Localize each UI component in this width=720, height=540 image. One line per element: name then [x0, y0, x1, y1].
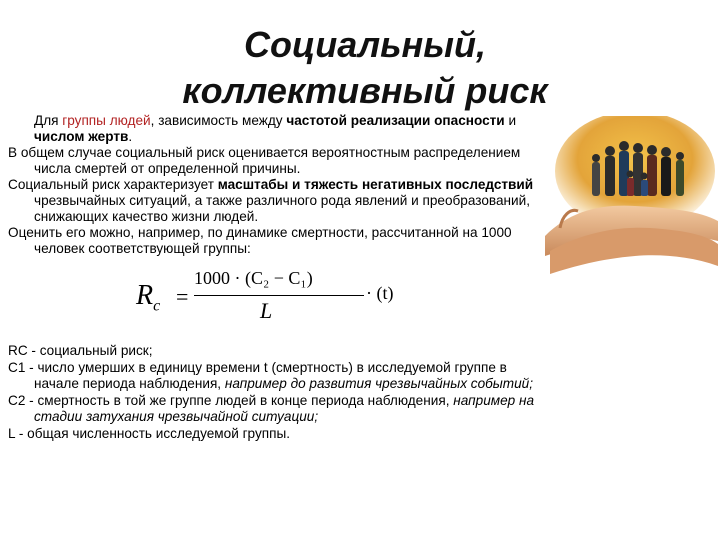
intro-paragraph-2: В общем случае социальный риск оценивается вероятностным распределением числа смертей от определенной причины.	[8, 145, 521, 176]
text-run: C2 - смертность в той же группе людей в конце периода наблюдения,	[8, 392, 454, 408]
definitions-list	[8, 343, 548, 442]
italic-note: например на стадии затухания чрезвычайной ситуации;	[34, 392, 535, 424]
text-run: .	[128, 129, 133, 144]
intro-text	[8, 113, 543, 257]
text-run: , зависимость между	[150, 113, 287, 128]
hands-holding-people-icon	[540, 116, 720, 276]
text-run: чрезвычайных ситуаций, а также различного рода явлений и преобразований, снижающих качество жизни людей.	[34, 193, 531, 224]
text-run: Социальный риск характеризует	[8, 177, 218, 192]
intro-paragraph-1	[8, 113, 543, 145]
text-run: Для	[34, 113, 63, 128]
risk-formula	[136, 268, 394, 328]
formula-tail: · (t)	[366, 283, 394, 303]
intro-paragraph-4: Оценить его можно, например, по динамике смертности, рассчитанной на 1000 человек соответствующей группы:	[8, 225, 512, 256]
highlight-group-of-people: группы людей	[62, 113, 151, 128]
bold-frequency-term: частотой реализации опасности	[286, 113, 505, 128]
italic-note: например до развития чрезвычайных событий;	[224, 376, 534, 391]
definition-c2	[8, 393, 548, 426]
fraction-bar	[194, 295, 364, 296]
text-run: и	[504, 113, 517, 128]
formula-lhs	[136, 280, 160, 316]
formula-r: R	[136, 280, 154, 311]
formula-subscript: c	[153, 297, 161, 315]
bold-scale-term: масштабы и тяжесть негативных последствий	[217, 177, 534, 192]
formula-denominator: L	[260, 298, 273, 323]
formula-numerator: 1000 · (C₂ − C₁)	[194, 268, 313, 288]
definition-c1	[8, 360, 548, 393]
formula-equals: =	[176, 284, 189, 309]
intro-paragraph-3	[8, 177, 543, 225]
definition-rc: RC - социальный риск;	[8, 343, 153, 358]
page-title	[150, 22, 580, 114]
text-run: C1 - число умерших в единицу времени t (смертность) в исследуемой группе в начале периода наблюдения,	[8, 359, 507, 391]
title-line-1: Социальный,	[244, 24, 486, 65]
bold-victims-term: числом жертв	[34, 129, 129, 144]
definition-l: L - общая численность исследуемой группы.	[8, 425, 291, 441]
title-line-2: коллективный риск	[182, 70, 548, 111]
